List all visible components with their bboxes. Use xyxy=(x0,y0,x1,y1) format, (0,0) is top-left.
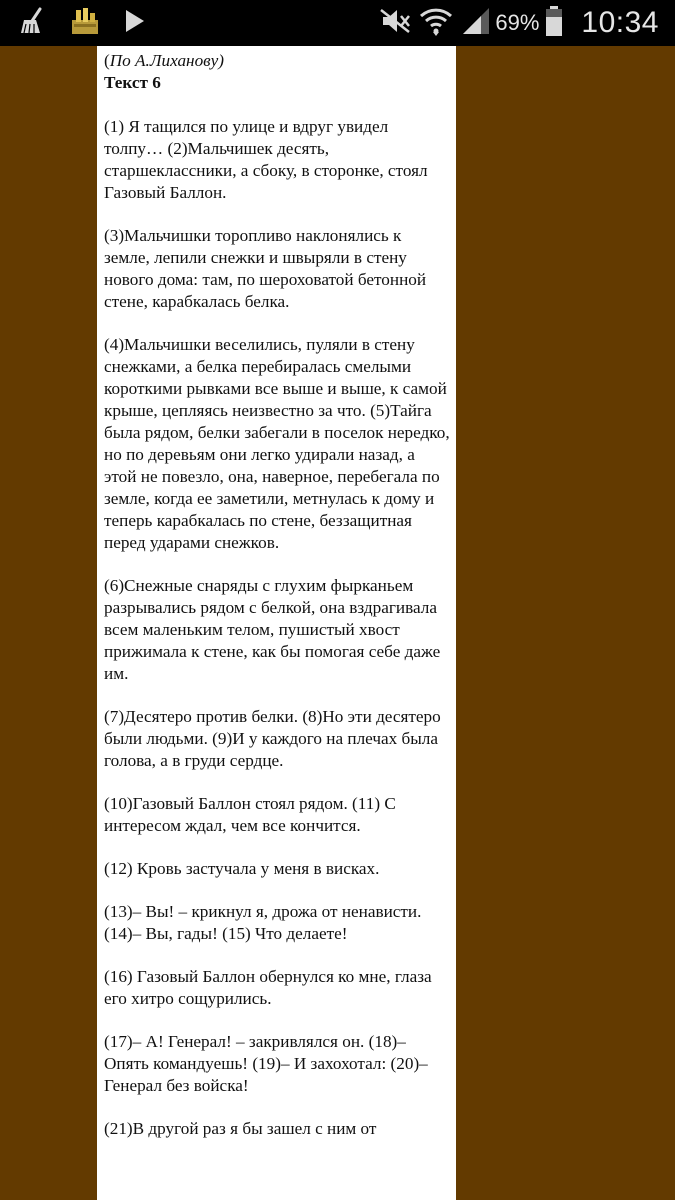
paragraph: (3)Мальчишки торопливо наклонялись к земле, лепили снежки и швыряли в стену нового дома: там, по шероховатой бетонной стене, карабкалась белка. xyxy=(104,226,427,311)
paragraph: (1) Я тащился по улице и вдруг увидел толпу… (2)Мальчишек десять, старшеклассники, а сбоку, в сторонке, стоял Газовый Баллон. xyxy=(104,117,428,202)
paragraph: (16) Газовый Баллон обернулся ко мне, глаза его хитро сощурились. xyxy=(104,967,432,1008)
signal-icon xyxy=(461,6,491,41)
play-icon xyxy=(122,6,148,41)
notification-icons xyxy=(18,6,148,40)
status-bar xyxy=(0,0,675,46)
mute-icon xyxy=(377,6,413,41)
paragraph: (17)– А! Генерал! – закривлялся он. (18)– Опять командуешь! (19)– И захохотал: (20)– Генерал без войска! xyxy=(104,1032,428,1095)
paragraph: (4)Мальчишки веселились, пуляли в стену снежками, а белка перебиралась смелыми короткими рывками все выше и выше, к самой крыше, цепляясь неизвестно за что. (5)Тайга была рядом, белки забегали в поселок нередко, но по деревьям они легко удирали назад, а этой не повезло, она, наверное, перебегала по земле, когда ее заметили, метнулась к дому и теперь карабкалась по стене, беззащитная перед ударами снежков. xyxy=(104,335,450,552)
battery-icon xyxy=(545,5,563,42)
paragraph: (6)Снежные снаряды с глухим фырканьем разрывались рядом с белкой, она вздрагивала всем маленьким телом, пушистый хвост прижимала к стене, как бы помогая себе даже им. xyxy=(104,576,441,683)
paragraph: (13)– Вы! – крикнул я, дрожа от ненависти. (14)– Вы, гады! (15) Что делаете! xyxy=(104,902,422,943)
source-open-paren: ( xyxy=(104,51,110,70)
paragraph: (21)В другой раз я бы зашел с ним от xyxy=(104,1119,377,1138)
paragraph: (10)Газовый Баллон стоял рядом. (11) С интересом ждал, чем все кончится. xyxy=(104,794,396,835)
broom-icon xyxy=(18,6,48,41)
source-text: По А.Лиханову) xyxy=(109,51,224,70)
clock: 10:34 xyxy=(581,6,659,39)
gallery-icon xyxy=(70,6,100,41)
source-attribution xyxy=(104,50,450,72)
battery-percentage: 69% xyxy=(495,10,540,35)
paragraph: (7)Десятеро против белки. (8)Но эти десятеро были людьми. (9)И у каждого на плечах была голова, а в груди сердце. xyxy=(104,707,441,770)
text-title: Текст 6 xyxy=(104,73,161,92)
paragraph: (12) Кровь застучала у меня в висках. xyxy=(104,859,380,878)
system-indicators xyxy=(377,0,659,46)
document-content xyxy=(97,46,456,1140)
document-page[interactable] xyxy=(97,46,456,1200)
wifi-icon xyxy=(419,6,453,41)
